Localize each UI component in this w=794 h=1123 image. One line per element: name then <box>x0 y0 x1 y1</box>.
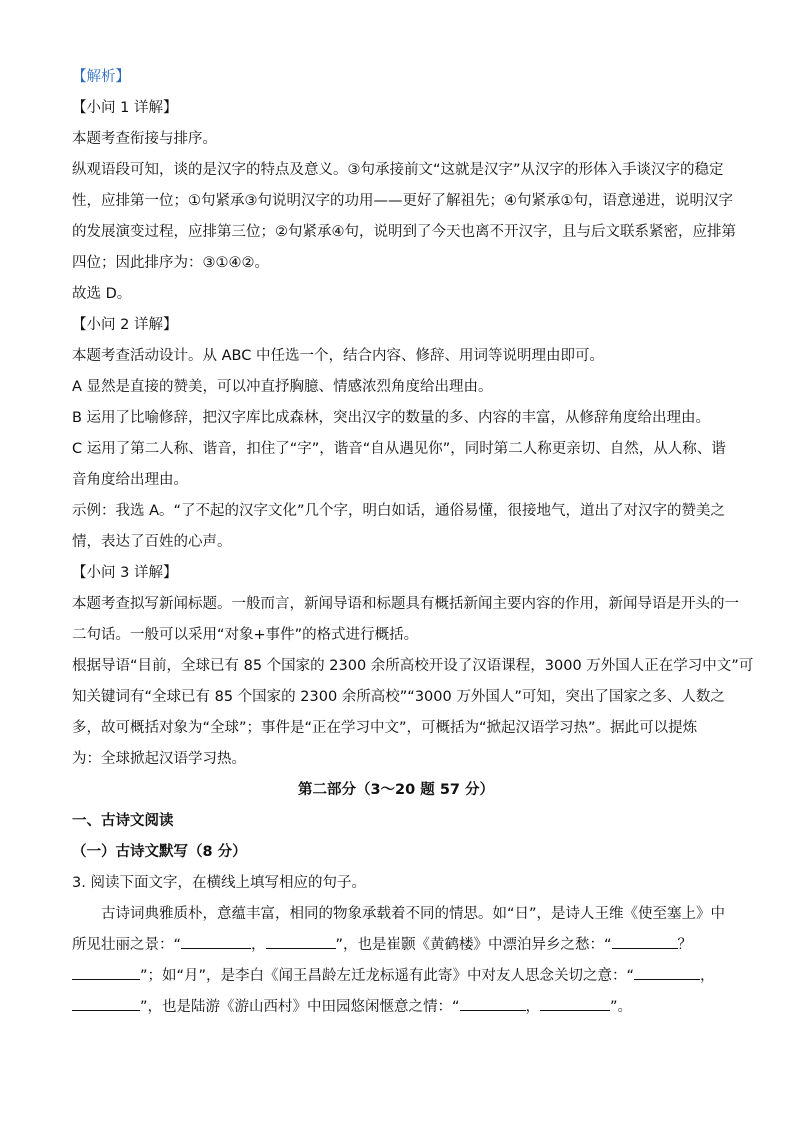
q2-line: C 运用了第二人称、谐音，扣住了“字”，谐音“自从遇见你”，同时第二人称更亲切、自然，从人称、谐 <box>72 441 726 457</box>
subsection-heading: （一）古诗文默写（8 分） <box>72 844 247 860</box>
q1-line: 故选 D。 <box>72 286 132 302</box>
question-prompt: 3. 阅读下面文字，在横线上填写相应的句子。 <box>72 875 366 891</box>
q3-line: 二句话。一般可以采用“对象+事件”的格式进行概括。 <box>72 627 419 643</box>
fill-blank[interactable] <box>634 964 700 980</box>
fill-blank[interactable] <box>612 933 678 949</box>
fill-blank[interactable] <box>266 933 336 949</box>
fill-blank[interactable] <box>540 995 610 1011</box>
text-segment: ”；如“月”，是李白《闻王昌龄左迁龙标遥有此寄》中对友人思念关切之意：“ <box>140 968 635 984</box>
analysis-header: 【解析】 <box>72 69 130 85</box>
text-segment: ”，也是崔颢《黄鹤楼》中漂泊异乡之愁：“ <box>335 937 612 953</box>
q3-line: 多，故可概括对象为“全球”；事件是“正在学习中文”，可概括为“掀起汉语学习热”。据此可以提炼 <box>72 720 698 736</box>
text-segment: ， <box>525 999 541 1015</box>
q1-line: 性，应排第一位；①句紧承③句说明汉字的功用——更好了解祖先；④句紧承①句，语意递进，说明汉字 <box>72 193 733 209</box>
q3-line: 为：全球掀起汉语学习热。 <box>72 751 246 767</box>
q3-line: 本题考查拟写新闻标题。一般而言，新闻导语和标题具有概括新闻主要内容的作用，新闻导语是开头的一 <box>72 596 739 612</box>
q2-title: 【小问 2 详解】 <box>72 317 178 333</box>
document-page <box>72 62 754 1023</box>
q3-title: 【小问 3 详解】 <box>72 565 178 581</box>
text-segment: ， <box>700 968 715 984</box>
poem-paragraph-line <box>72 992 720 1023</box>
text-segment: ？ <box>677 937 693 953</box>
poem-paragraph-line <box>72 961 720 992</box>
q2-line: 情，表达了百姓的心声。 <box>72 534 232 550</box>
q2-line: 示例：我选 A。“了不起的汉字文化”几个字，明白如话，通俗易懂，很接地气，道出了对汉字的赞美之 <box>72 503 726 519</box>
fill-blank[interactable] <box>460 995 526 1011</box>
fill-blank[interactable] <box>72 995 140 1011</box>
part2-title: 第二部分（3～20 题 57 分） <box>297 782 495 798</box>
q3-line: 根据导语“目前，全球已有 85 个国家的 2300 余所高校开设了汉语课程，3000 万外国人正在学习中文”可 <box>72 658 754 674</box>
text-segment: 所见壮丽之景：“ <box>72 937 182 953</box>
q1-line: 纵观语段可知，谈的是汉字的特点及意义。③句承接前文“这就是汉字”从汉字的形体入手谈汉字的稳定 <box>72 162 724 178</box>
fill-blank[interactable] <box>181 933 251 949</box>
q1-title: 【小问 1 详解】 <box>72 100 178 116</box>
poem-paragraph-line: 古诗词典雅质朴，意蕴丰富，相同的物象承载着不同的情思。如“日”，是诗人王维《使至塞上》中 <box>101 906 726 922</box>
text-segment: ”。 <box>610 999 633 1015</box>
q2-line: 本题考查活动设计。从 ABC 中任选一个，结合内容、修辞、用词等说明理由即可。 <box>72 348 604 364</box>
q2-line: A 显然是直接的赞美，可以冲直抒胸臆、情感浓烈角度给出理由。 <box>72 379 493 395</box>
q3-line: 知关键词有“全球已有 85 个国家的 2300 余所高校”“3000 万外国人”可知，突出了国家之多、人数之 <box>72 689 725 705</box>
q2-line: 音角度给出理由。 <box>72 472 188 488</box>
q2-line: B 运用了比喻修辞，把汉字库比成森林，突出汉字的数量的多、内容的丰富，从修辞角度给出理由。 <box>72 410 711 426</box>
text-segment: ， <box>251 937 266 953</box>
fill-blank[interactable] <box>72 964 140 980</box>
q1-line: 的发展演变过程，应排第三位；②句紧承④句，说明到了今天也离不开汉字，且与后文联系紧密，应排第 <box>72 224 736 240</box>
poem-paragraph-line <box>72 930 720 961</box>
q1-line: 四位；因此排序为：③①④②。 <box>72 255 269 271</box>
q1-line: 本题考查衔接与排序。 <box>72 131 217 147</box>
section-heading: 一、古诗文阅读 <box>72 813 174 829</box>
text-segment: ”，也是陆游《游山西村》中田园悠闲惬意之情：“ <box>140 999 460 1015</box>
